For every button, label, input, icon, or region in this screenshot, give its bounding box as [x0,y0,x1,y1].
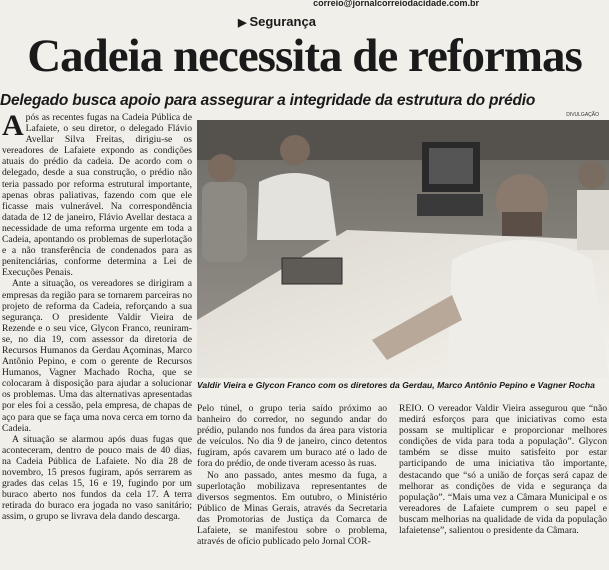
paragraph: REIO. O vereador Valdir Vieira assegurou que “não medirá esforços para que iniciativas como esta possam se multiplicar e proporcionar melhores condições de vida para toda a população”. Glycon também se disse muito satisfeito por estar participando de uma iniciativa tão importante, destacando que “só a união de forças será capaz de melhorar as condições de vida e segurança da população”. “Mais uma vez a Câmara Municipal e os vereadores de Lafaiete cumprem o seu papel e buscam melhorias na qualidade de vida da população lafaietense”, salientou o presidente da Câmara. [399,403,607,537]
paragraph: No ano passado, antes mesmo da fuga, a superlotação mobilizava representantes de diversos segmentos. Em outubro, o Ministério Público de Minas Gerais, através da Secretaria das Promotorias de Justiça da Comarca de Lafaiete, se manifestou sobre o problema, através de ofício publicado pelo Jornal COR- [197,469,387,548]
triangle-icon: ▶ [238,17,247,29]
article-column-2 [197,403,387,547]
subhead: Delegado busca apoio para assegurar a integridade da estrutura do prédio [0,92,536,109]
paragraph: Ante a situação, os vereadores se dirigiram a empresas da região para se tornarem parceiras no projeto de reforma da Cadeia, reforçando a sua segurança. O presidente Valdir Vieira de Rezende e o seu vice, Glycon Franco, reuniram-se, no dia 19, com assessor da diretoria de Recursos Humanos da Gerdau Açominas, Marco Antônio Pepino, e com o gerente de Recursos Humanos, Vagner Machado Rocha, que se colocaram à disposição para ajudar a solucionar os problemas. Uma das alternativas apresentadas por eles foi a cessão, pela empresa, de chapas de aço para que se faça uma nova cerca em torno da Cadeia. [2,278,192,434]
section-label [238,14,316,29]
paragraph: Pelo túnel, o grupo teria saído próximo ao banheiro do corredor, no segundo andar do prédio, pulando nos fundos da área para vistoria de veículos. No dia 9 de janeiro, cinco detentos fugiram, após cavarem um buraco até o lado de fora do prédio, de onde tiveram acesso às ruas. [197,403,387,470]
paragraph: A situação se alarmou após duas fugas que aconteceram, dentro de pouco mais de 40 dias, na Cadeia Pública de Lafaiete. No dia 28 de novembro, 15 presos fugiram, após serrarem as grades das celas 15, 16 e 19, fugindo por um buraco aberto nos fundos da cela 17. A terra retirada do buraco era jogada no vaso sanitário; assim, o grupo se livrava dela dando descarga. [2,433,192,523]
article-column-3 [399,403,607,536]
paragraph: pós as recentes fugas na Cadeia Pública de Lafaiete, o seu diretor, o delegado Flávio Avellar Silva Freitas, dirigiu-se os vereadores de Lafaiete expondo as condições atuais do prédio da cadeia. De acordo com o delegado, desde a sua construção, o prédio não teria passado por reforma estrutural importante, apenas obras paliativas, fazendo com que ele ficasse mais vulnerável. Na correspondência datada de 12 de janeiro, Flávio Avellar destaca a necessidade de uma reforma urgente em toda a Cadeia, apontando os problemas de superlotação e a não transferência de condenados para as penitenciárias, conforme determina a Lei de Execuções Penais. [2,112,192,279]
photo-caption: Valdir Vieira e Glycon Franco com os diretores da Gerdau, Marco Antônio Pepino e Vagner Rocha [197,380,595,390]
email-address: correio@jornalcorreiodacidade.com.br [313,0,479,8]
photo-credit: DIVULGAÇÃO [566,112,599,118]
section-text: Segurança [249,14,316,29]
article-column-1 [2,109,192,523]
headline: Cadeia necessita de reformas [27,30,582,82]
drop-cap: A [2,109,24,142]
photo-illustration [197,120,609,378]
news-photo [197,120,609,378]
masthead [0,0,609,10]
